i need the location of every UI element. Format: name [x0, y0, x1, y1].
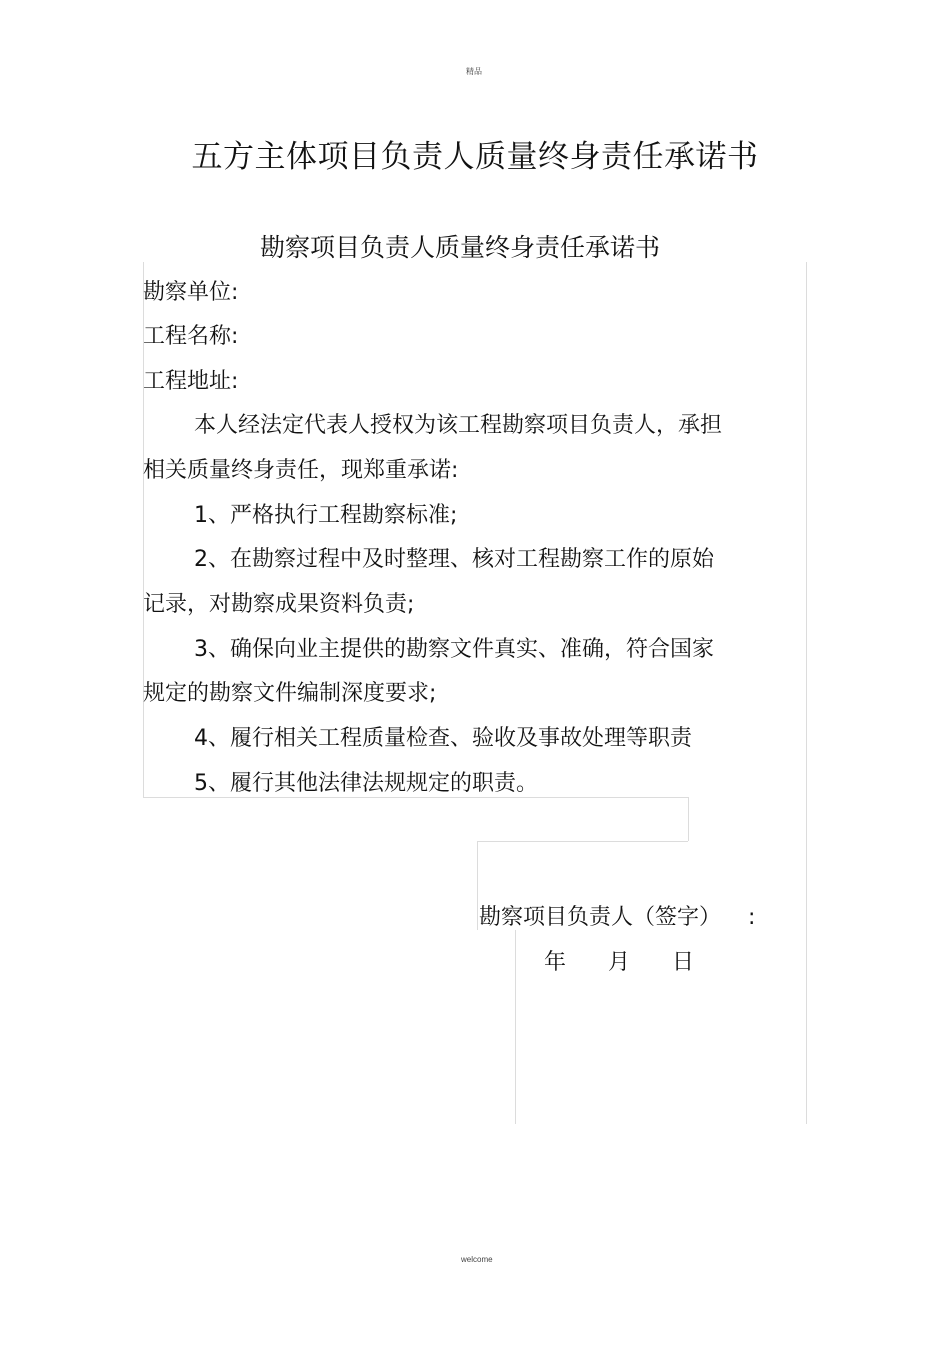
main-title: 五方主体项目负责人质量终身责任承诺书 [191, 139, 759, 175]
commitment-item-1: 1、严格执行工程勘察标准; [194, 503, 458, 528]
date-day: 日 [672, 950, 695, 975]
commitment-item-2-line-1: 2、在勘察过程中及时整理、核对工程勘察工作的原始 [194, 547, 714, 572]
form-border-step-left [477, 841, 478, 930]
signature-colon: : [748, 905, 756, 930]
sub-title: 勘察项目负责人质量终身责任承诺书 [259, 233, 660, 262]
date-year: 年 [544, 950, 567, 975]
commitment-item-3-line-2: 规定的勘察文件编制深度要求; [143, 681, 437, 706]
field-project-address: 工程地址: [143, 369, 239, 394]
field-survey-unit: 勘察单位: [143, 280, 239, 305]
signature-label: 勘察项目负责人（签字） [479, 905, 722, 930]
commitment-item-4: 4、履行相关工程质量检查、验收及事故处理等职责 [194, 726, 692, 751]
form-border-right [806, 262, 807, 1124]
footer-mark: welcome [461, 1255, 493, 1264]
intro-line-1: 本人经法定代表人授权为该工程勘察项目负责人，承担 [194, 413, 723, 438]
form-border-lower-left [515, 930, 516, 1124]
date-month: 月 [608, 950, 631, 975]
commitment-item-2-line-2: 记录，对勘察成果资料负责; [143, 592, 415, 617]
commitment-item-3-line-1: 3、确保向业主提供的勘察文件真实、准确，符合国家 [194, 637, 714, 662]
form-border-step-right [688, 797, 689, 841]
intro-line-2: 相关质量终身责任，现郑重承诺: [143, 458, 459, 483]
form-border-step-top [477, 841, 688, 842]
commitment-item-5: 5、履行其他法律法规规定的职责。 [194, 771, 538, 796]
field-project-name: 工程名称: [143, 324, 239, 349]
header-mark: 精品 [466, 67, 482, 76]
